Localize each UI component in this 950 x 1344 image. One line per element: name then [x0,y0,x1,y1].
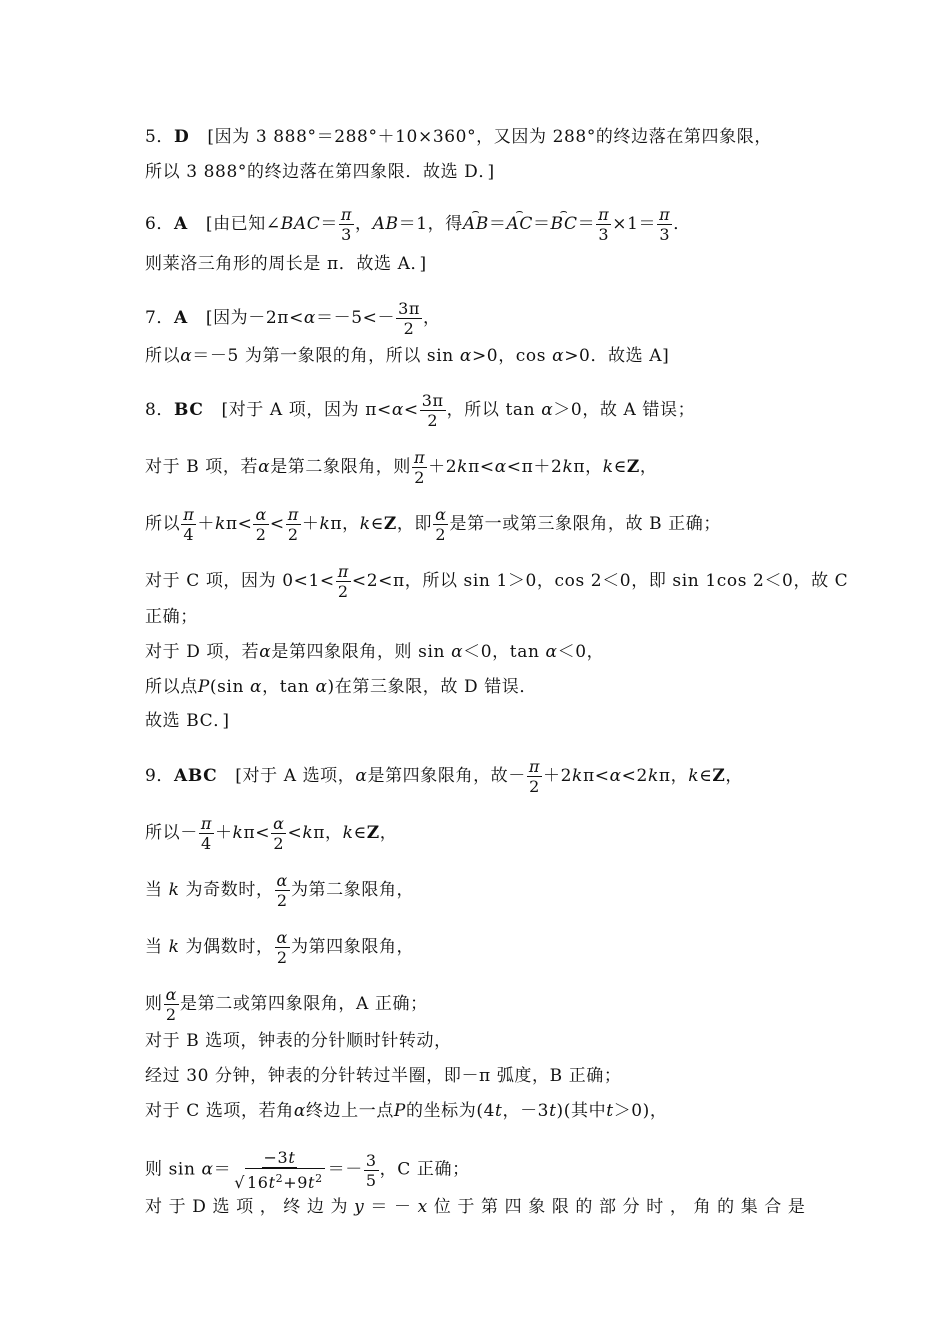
numerator: π [200,814,212,833]
numerator: π [337,562,349,581]
text: 为第二象限角， [290,880,415,900]
text: ，－3 [502,1101,550,1121]
denominator: 2 [287,525,299,544]
denominator: 5 [365,1170,377,1190]
denominator: 2 [276,891,288,910]
k: k [602,457,614,477]
text: +9 [283,1173,309,1192]
numerator: π [598,205,610,224]
q8-line-4 [145,562,848,601]
t: t [606,1101,614,1121]
numerator: α [276,928,288,947]
text: 是第一或第三象限角，故 B 正确； [449,514,721,534]
q7-line-1 [145,299,441,338]
text: BAC [280,214,321,234]
text: 的坐标为(4 [405,1101,496,1121]
fraction [339,205,354,244]
denominator: 2 [403,319,415,338]
justified-char: 终 [283,1197,301,1217]
k: k [319,514,331,534]
text: 则 [145,994,163,1014]
text: ， [639,457,658,477]
integer-set: Z [366,823,380,843]
t: t [495,1101,503,1121]
text: π< [225,514,253,534]
justified-char: 的 [717,1197,735,1217]
q9-line-8 [145,1100,668,1122]
denominator [232,1168,326,1192]
alpha: α [315,677,328,697]
text: ＋2 [543,766,573,786]
q8-line-8 [145,710,230,732]
explanation-text: 则莱洛三角形的周长是 π．故选 A．] [145,254,427,274]
text: −3 [263,1148,289,1167]
numerator: π [414,448,426,467]
q7-line-2 [145,345,669,367]
denominator: 3 [659,225,671,244]
numerator: π [659,205,671,224]
t: t [308,1173,316,1192]
text: 正确； [145,607,198,627]
radical-sign: √ [234,1173,246,1192]
justified-char: 时 [646,1197,664,1217]
text: <π＋2 [506,457,563,477]
text: 当 [145,880,163,900]
fraction [433,505,448,544]
fraction [527,757,542,796]
text: ＋ [197,514,215,534]
text: [因为－2π< [205,308,304,328]
alpha: α [293,1101,306,1121]
alpha: α [303,308,317,328]
text: ∈ [370,514,384,534]
denominator: 4 [183,525,195,544]
text: ∈ [613,457,627,477]
justified-char: ， [669,1197,687,1217]
text: 所以 [145,514,181,534]
text: ∈ [699,766,713,786]
justified-char: 第 [480,1197,498,1217]
denominator: 2 [435,525,447,544]
justified-char: 分 [622,1197,640,1217]
k: k [214,514,226,534]
text: ＞0)， [613,1101,668,1121]
q6-line-1 [145,205,691,244]
fraction [275,871,290,910]
text: ， [422,308,441,328]
justified-char: 是 [787,1197,805,1217]
text: ＋2 [428,457,458,477]
justified-char: 选 [212,1197,230,1217]
text: 对于 C 项，因为 0<1< [145,571,335,591]
point-p: P [197,677,210,697]
justified-char: 对 [145,1197,162,1217]
text: π， [573,457,603,477]
alpha: α [459,346,472,366]
point-p: P [393,1101,406,1121]
text: ＝－ [327,1159,363,1180]
k: k [688,766,700,786]
answer-key: A [174,308,188,328]
t: t [549,1101,557,1121]
text: 16 [247,1173,269,1192]
text: ＝ [488,214,507,234]
text: ＝ [577,214,596,234]
text: ＋ [301,514,320,534]
text: ＝－5<－ [316,308,396,328]
text: ，C 正确； [379,1159,470,1180]
numerator: 3π [421,391,444,410]
alpha: α [250,677,263,697]
denominator: 2 [529,777,540,796]
q6-line-2 [145,253,427,275]
text: )(其中 [556,1101,607,1121]
k: k [457,457,469,477]
text: ， [355,214,373,234]
denominator: 2 [276,948,288,967]
fraction [596,205,611,244]
numerator: π [528,757,541,776]
text: < [403,400,419,420]
justified-char: 边 [306,1197,324,1217]
arc-bc: ⌢ BC [551,213,578,235]
q8-line-6 [145,641,604,663]
text: 当 [145,937,163,957]
question-number: 8． [145,400,175,420]
text: π< [243,823,271,843]
text: 对于 B 选项，钟表的分针顺时针转动， [145,1031,452,1051]
text: ． [673,214,691,234]
alpha: α [355,766,368,786]
text: <2<π，所以 sin 1＞0，cos 2＜0，即 sin 1cos 2＜0，故 C [351,571,849,591]
q8-line-3 [145,505,721,544]
justified-char: 项 [236,1197,254,1217]
text: [对于 A 项，因为 π< [221,400,392,420]
q5-line-2 [145,161,495,183]
text: ＝－5 为第一象限的角，所以 sin [192,346,460,366]
text: π< [582,766,610,786]
text: 为偶数时， [185,937,274,957]
text: 为奇数时， [185,880,274,900]
justified-char: 的 [575,1197,593,1217]
numerator: α [276,871,288,890]
numerator: α [255,505,267,524]
justified-char: 四 [504,1197,522,1217]
numerator: 3 [365,1150,377,1170]
text: ＜0， [557,642,605,662]
fraction [164,985,179,1024]
t: t [268,1173,276,1192]
k: k [302,823,314,843]
q9-line-2 [145,814,397,853]
numerator: 3π [398,299,420,318]
fraction [199,814,214,853]
text: π， [658,766,689,786]
q9-line-6 [145,1030,452,1052]
text: ，tan [262,677,316,697]
text: <2 [621,766,648,786]
text: ， [379,823,398,843]
justified-char: 象 [528,1197,546,1217]
denominator: 3 [341,225,352,244]
text: >0，cos [471,346,553,366]
denominator: 2 [165,1005,177,1024]
text: ＝ [320,214,338,234]
text: π< [468,457,495,477]
alpha: α [552,346,565,366]
fraction [396,299,422,338]
fraction [271,814,286,853]
text: [对于 A 选项， [235,766,356,786]
fraction [412,448,427,487]
text: 所以 [145,346,181,366]
text: 是第二象限角，则 [270,457,412,477]
justified-char: x [417,1197,428,1217]
text: ＝1，得 [398,214,463,234]
integer-set: Z [712,766,726,786]
text: 终边上一点 [305,1101,394,1121]
k: k [342,823,354,843]
alpha: α [609,766,622,786]
answer-key: D [174,127,190,147]
radicand [245,1168,325,1192]
numerator: π [287,505,299,524]
numerator: π [183,505,195,524]
numerator: α [273,814,285,833]
text: ＜0，tan [463,642,546,662]
q9-line-1 [145,757,743,796]
text: 为第四象限角， [290,937,415,957]
alpha: α [180,346,193,366]
arc-ac: ⌢ AC [506,213,532,235]
fraction [232,1148,326,1192]
q5-line-1 [145,126,772,148]
denominator: 2 [427,411,439,430]
denominator: 2 [273,834,285,853]
text: 所以－ [145,823,198,843]
q9-line-9 [145,1148,470,1192]
denominator: 2 [337,582,349,601]
text: 故选 BC．] [145,711,230,731]
alpha: α [545,642,558,662]
text: ＋ [214,823,233,843]
q8-line-1 [145,391,695,430]
question-number: 6． [145,214,175,234]
text: ，所以 tan [446,400,542,420]
answer-key: BC [174,400,204,420]
justified-char: ＝ [370,1197,388,1217]
justified-char: 于 [457,1197,475,1217]
q9-line-5 [145,985,428,1024]
text: ∈ [353,823,367,843]
k: k [562,457,574,477]
explanation-text: 所以 3 888°的终边落在第四象限．故选 D．] [145,162,495,182]
text: 对于 D 项，若 [145,642,260,662]
denominator: 2 [414,468,425,487]
justified-char: ， [259,1197,277,1217]
alpha: α [201,1159,214,1180]
numerator [262,1148,298,1168]
justified-char: 限 [551,1197,569,1217]
arc-ab: ⌢ AB [463,213,489,235]
text: < [269,514,285,534]
fraction [364,1151,379,1190]
numerator: α [165,985,178,1004]
justified-char: 部 [599,1197,617,1217]
justified-char: 合 [764,1197,782,1217]
q9-line-10 [145,1196,805,1218]
k: k [168,880,180,900]
numerator: α [435,505,447,524]
k: k [572,766,583,786]
text: 则 sin [145,1159,202,1180]
alpha: α [259,642,272,662]
text: ＝ [213,1159,232,1180]
text: 对于 C 选项，若角 [145,1101,294,1121]
text: < [287,823,303,843]
fraction [181,505,196,544]
k: k [359,514,371,534]
q9-line-3 [145,871,414,910]
question-number: 9． [145,766,175,786]
q8-line-7 [145,676,537,698]
justified-char: 集 [740,1197,758,1217]
fraction [275,928,290,967]
text: 对于 B 项，若 [145,457,259,477]
justified-char: 角 [693,1197,711,1217]
denominator: 3 [598,225,610,244]
q9-line-7 [145,1065,622,1087]
justified-char: － [393,1197,411,1217]
text: 经过 30 分钟，钟表的分针转过半圈，即－π 弧度，B 正确； [145,1066,622,1086]
k: k [168,937,180,957]
answer-key: A [174,214,188,234]
alpha: α [451,642,464,662]
denominator: 2 [255,525,267,544]
text: π， [330,514,360,534]
text: ×1＝ [612,214,657,234]
k: k [232,823,244,843]
question-number: 5． [145,127,175,147]
text: 是第四象限角，则 sin [271,642,452,662]
text: ，即 [396,514,433,534]
fraction [420,391,446,430]
q9-line-4 [145,928,414,967]
t: t [288,1148,296,1167]
text: 是第二或第四象限角，A 正确； [180,994,428,1014]
text: AB [372,214,399,234]
text: ， [725,766,743,786]
justified-char: 于 [168,1197,186,1217]
question-number: 7． [145,308,175,328]
integer-set: Z [626,457,640,477]
answer-key: ABC [174,766,218,786]
alpha: α [258,457,271,477]
fraction [336,562,351,601]
q8-line-5 [145,606,198,628]
exponent: 2 [275,1172,284,1185]
text: π， [313,823,343,843]
explanation-text: [因为 3 888°＝288°＋10×360°，又因为 288°的终边落在第四象限， [207,127,772,147]
text: 是第四象限角，故－ [367,766,526,786]
justified-char: y [354,1197,364,1217]
text: [由已知∠ [205,214,281,234]
q8-line-2 [145,448,657,487]
text: ＞0，故 A 错误； [553,400,696,420]
integer-set: Z [383,514,397,534]
text: )在第三象限，故 D 错误． [327,677,538,697]
text: 所以点 [145,677,198,697]
alpha: α [541,400,554,420]
fraction [253,505,268,544]
justified-char: 为 [330,1197,348,1217]
justified-char: 位 [433,1197,451,1217]
denominator: 4 [200,834,212,853]
fraction [286,505,301,544]
alpha: α [391,400,404,420]
exponent: 2 [315,1172,323,1185]
k: k [647,766,659,786]
justified-char: D [192,1197,206,1217]
text: >0．故选 A] [564,346,670,366]
text: (sin [209,677,251,697]
text: ＝ [532,214,551,234]
alpha: α [494,457,507,477]
numerator: π [340,205,353,224]
fraction [657,205,672,244]
